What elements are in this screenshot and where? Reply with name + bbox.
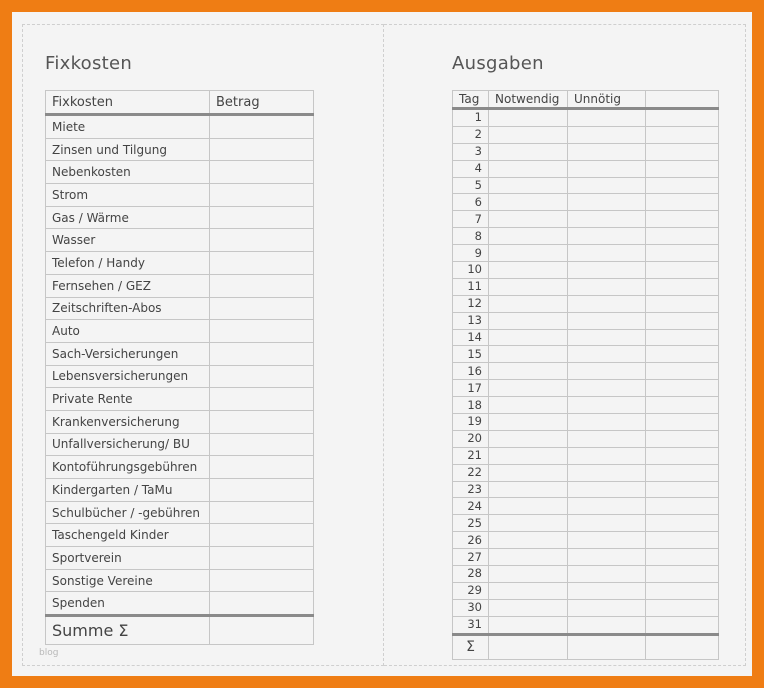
ausgaben-row (453, 549, 719, 566)
ausgaben-body (453, 109, 719, 660)
ausgaben-extra-cell[interactable] (646, 295, 719, 312)
ausgaben-row (453, 329, 719, 346)
ausgaben-unnecessary-cell[interactable] (568, 498, 646, 515)
ausgaben-extra-cell[interactable] (646, 515, 719, 532)
ausgaben-unnecessary-cell[interactable] (568, 346, 646, 363)
ausgaben-extra-cell[interactable] (646, 549, 719, 566)
ausgaben-row (453, 346, 719, 363)
fixkosten-table (45, 90, 314, 645)
ausgaben-necessary-cell[interactable] (489, 380, 568, 397)
ausgaben-unnecessary-cell[interactable] (568, 464, 646, 481)
ausgaben-unnecessary-cell[interactable] (568, 329, 646, 346)
ausgaben-necessary-cell[interactable] (489, 515, 568, 532)
ausgaben-unnecessary-cell[interactable] (568, 109, 646, 127)
ausgaben-necessary-cell[interactable] (489, 549, 568, 566)
ausgaben-unnecessary-cell[interactable] (568, 566, 646, 583)
fixkosten-row (46, 320, 314, 343)
ausgaben-necessary-cell[interactable] (489, 447, 568, 464)
fixkosten-amount-cell[interactable] (210, 184, 314, 207)
watermark: blog (39, 648, 59, 658)
fixkosten-amount-cell[interactable] (210, 115, 314, 139)
ausgaben-extra-cell[interactable] (646, 481, 719, 498)
fixkosten-amount-cell[interactable] (210, 456, 314, 479)
ausgaben-day-number: 19 (453, 414, 489, 431)
ausgaben-day-number: 7 (453, 211, 489, 228)
ausgaben-unnecessary-cell[interactable] (568, 278, 646, 295)
fixkosten-amount-cell[interactable] (210, 388, 314, 411)
ausgaben-row (453, 160, 719, 177)
fixkosten-amount-cell[interactable] (210, 320, 314, 343)
fixkosten-row (46, 433, 314, 456)
ausgaben-extra-cell[interactable] (646, 262, 719, 279)
fixkosten-amount-cell[interactable] (210, 297, 314, 320)
ausgaben-day-number: 30 (453, 599, 489, 616)
ausgaben-extra-cell[interactable] (646, 228, 719, 245)
ausgaben-day-number: 1 (453, 109, 489, 127)
fixkosten-item-label: Schulbücher / -gebühren (46, 501, 210, 524)
fixkosten-row (46, 592, 314, 616)
ausgaben-sum-extra[interactable] (646, 634, 719, 659)
fixkosten-amount-cell[interactable] (210, 524, 314, 547)
ausgaben-unnecessary-cell[interactable] (568, 160, 646, 177)
ausgaben-extra-cell[interactable] (646, 464, 719, 481)
ausgaben-panel (384, 24, 746, 666)
ausgaben-unnecessary-cell[interactable] (568, 582, 646, 599)
ausgaben-row (453, 363, 719, 380)
ausgaben-day-number: 15 (453, 346, 489, 363)
fixkosten-item-label: Nebenkosten (46, 161, 210, 184)
ausgaben-extra-cell[interactable] (646, 160, 719, 177)
ausgaben-title: Ausgaben (452, 53, 544, 74)
ausgaben-day-number: 18 (453, 397, 489, 414)
ausgaben-day-number: 22 (453, 464, 489, 481)
ausgaben-day-number: 31 (453, 616, 489, 634)
ausgaben-day-number: 2 (453, 126, 489, 143)
ausgaben-row (453, 278, 719, 295)
ausgaben-unnecessary-cell[interactable] (568, 194, 646, 211)
ausgaben-day-number: 25 (453, 515, 489, 532)
ausgaben-unnecessary-cell[interactable] (568, 447, 646, 464)
fixkosten-sum-label: Summe Σ (46, 616, 210, 645)
ausgaben-extra-cell[interactable] (646, 126, 719, 143)
ausgaben-sum-row (453, 634, 719, 659)
fixkosten-row (46, 274, 314, 297)
ausgaben-extra-cell[interactable] (646, 447, 719, 464)
ausgaben-day-number: 5 (453, 177, 489, 194)
fixkosten-row (46, 501, 314, 524)
fixkosten-row (46, 342, 314, 365)
ausgaben-unnecessary-cell[interactable] (568, 532, 646, 549)
ausgaben-extra-cell[interactable] (646, 245, 719, 262)
ausgaben-row (453, 295, 719, 312)
ausgaben-row (453, 566, 719, 583)
fixkosten-sum-row (46, 616, 314, 645)
fixkosten-item-label: Private Rente (46, 388, 210, 411)
ausgaben-day-number: 27 (453, 549, 489, 566)
ausgaben-necessary-cell[interactable] (489, 211, 568, 228)
ausgaben-extra-cell[interactable] (646, 312, 719, 329)
ausgaben-day-number: 24 (453, 498, 489, 515)
fixkosten-item-label: Lebensversicherungen (46, 365, 210, 388)
ausgaben-day-number: 10 (453, 262, 489, 279)
ausgaben-row (453, 515, 719, 532)
fixkosten-item-label: Kindergarten / TaMu (46, 479, 210, 502)
ausgaben-day-number: 21 (453, 447, 489, 464)
fixkosten-item-label: Strom (46, 184, 210, 207)
ausgaben-day-number: 28 (453, 566, 489, 583)
fixkosten-item-label: Krankenversicherung (46, 410, 210, 433)
ausgaben-extra-cell[interactable] (646, 177, 719, 194)
ausgaben-extra-cell[interactable] (646, 211, 719, 228)
ausgaben-row (453, 380, 719, 397)
fixkosten-row (46, 161, 314, 184)
fixkosten-item-label: Miete (46, 115, 210, 139)
ausgaben-extra-cell[interactable] (646, 380, 719, 397)
ausgaben-extra-cell[interactable] (646, 363, 719, 380)
fixkosten-item-label: Zinsen und Tilgung (46, 138, 210, 161)
ausgaben-day-number: 8 (453, 228, 489, 245)
fixkosten-header-row (46, 91, 314, 115)
ausgaben-unnecessary-cell[interactable] (568, 211, 646, 228)
ausgaben-day-number: 29 (453, 582, 489, 599)
ausgaben-sum-label: Σ (453, 634, 489, 659)
ausgaben-necessary-cell[interactable] (489, 599, 568, 616)
ausgaben-unnecessary-cell[interactable] (568, 295, 646, 312)
fixkosten-amount-cell[interactable] (210, 501, 314, 524)
fixkosten-item-label: Auto (46, 320, 210, 343)
ausgaben-necessary-cell[interactable] (489, 430, 568, 447)
ausgaben-row (453, 498, 719, 515)
fixkosten-sum-cell[interactable] (210, 616, 314, 645)
ausgaben-day-number: 12 (453, 295, 489, 312)
ausgaben-unnecessary-cell[interactable] (568, 126, 646, 143)
fixkosten-amount-cell[interactable] (210, 547, 314, 570)
fixkosten-item-label: Spenden (46, 592, 210, 616)
ausgaben-necessary-cell[interactable] (489, 194, 568, 211)
ausgaben-necessary-cell[interactable] (489, 295, 568, 312)
ausgaben-day-number: 11 (453, 278, 489, 295)
ausgaben-extra-cell[interactable] (646, 430, 719, 447)
ausgaben-unnecessary-cell[interactable] (568, 143, 646, 160)
fixkosten-amount-cell[interactable] (210, 433, 314, 456)
fixkosten-row (46, 252, 314, 275)
ausgaben-extra-cell[interactable] (646, 414, 719, 431)
ausgaben-table (452, 90, 719, 660)
ausgaben-extra-cell[interactable] (646, 599, 719, 616)
fixkosten-row (46, 138, 314, 161)
ausgaben-unnecessary-cell[interactable] (568, 262, 646, 279)
fixkosten-panel (22, 24, 384, 666)
ausgaben-necessary-cell[interactable] (489, 464, 568, 481)
ausgaben-row (453, 245, 719, 262)
fixkosten-header-amount: Betrag (210, 91, 314, 115)
fixkosten-row (46, 388, 314, 411)
ausgaben-row (453, 143, 719, 160)
fixkosten-item-label: Sonstige Vereine (46, 569, 210, 592)
ausgaben-day-number: 16 (453, 363, 489, 380)
ausgaben-extra-cell[interactable] (646, 498, 719, 515)
ausgaben-necessary-cell[interactable] (489, 498, 568, 515)
ausgaben-row (453, 312, 719, 329)
ausgaben-necessary-cell[interactable] (489, 262, 568, 279)
ausgaben-unnecessary-cell[interactable] (568, 481, 646, 498)
ausgaben-header-necessary: Notwendig (489, 91, 568, 109)
ausgaben-unnecessary-cell[interactable] (568, 228, 646, 245)
ausgaben-unnecessary-cell[interactable] (568, 430, 646, 447)
ausgaben-extra-cell[interactable] (646, 329, 719, 346)
ausgaben-extra-cell[interactable] (646, 566, 719, 583)
ausgaben-necessary-cell[interactable] (489, 245, 568, 262)
fixkosten-item-label: Wasser (46, 229, 210, 252)
fixkosten-header-label: Fixkosten (46, 91, 210, 115)
fixkosten-row (46, 365, 314, 388)
ausgaben-unnecessary-cell[interactable] (568, 177, 646, 194)
fixkosten-item-label: Sportverein (46, 547, 210, 570)
fixkosten-row (46, 206, 314, 229)
ausgaben-sum-unnecessary[interactable] (568, 634, 646, 659)
ausgaben-extra-cell[interactable] (646, 616, 719, 634)
ausgaben-row (453, 414, 719, 431)
ausgaben-necessary-cell[interactable] (489, 582, 568, 599)
fixkosten-row (46, 115, 314, 139)
ausgaben-extra-cell[interactable] (646, 346, 719, 363)
ausgaben-day-number: 9 (453, 245, 489, 262)
ausgaben-extra-cell[interactable] (646, 582, 719, 599)
fixkosten-title: Fixkosten (45, 53, 133, 74)
ausgaben-extra-cell[interactable] (646, 278, 719, 295)
fixkosten-item-label: Fernsehen / GEZ (46, 274, 210, 297)
ausgaben-row (453, 616, 719, 634)
ausgaben-extra-cell[interactable] (646, 143, 719, 160)
ausgaben-row (453, 262, 719, 279)
ausgaben-extra-cell[interactable] (646, 532, 719, 549)
ausgaben-extra-cell[interactable] (646, 109, 719, 127)
fixkosten-amount-cell[interactable] (210, 410, 314, 433)
ausgaben-necessary-cell[interactable] (489, 397, 568, 414)
ausgaben-row (453, 447, 719, 464)
ausgaben-necessary-cell[interactable] (489, 109, 568, 127)
ausgaben-unnecessary-cell[interactable] (568, 363, 646, 380)
fixkosten-amount-cell[interactable] (210, 206, 314, 229)
ausgaben-necessary-cell[interactable] (489, 363, 568, 380)
ausgaben-extra-cell[interactable] (646, 397, 719, 414)
fixkosten-amount-cell[interactable] (210, 138, 314, 161)
ausgaben-day-number: 6 (453, 194, 489, 211)
fixkosten-item-label: Kontoführungsgebühren (46, 456, 210, 479)
fixkosten-row (46, 569, 314, 592)
ausgaben-necessary-cell[interactable] (489, 329, 568, 346)
fixkosten-amount-cell[interactable] (210, 229, 314, 252)
ausgaben-row (453, 126, 719, 143)
fixkosten-row (46, 547, 314, 570)
fixkosten-item-label: Gas / Wärme (46, 206, 210, 229)
fixkosten-amount-cell[interactable] (210, 479, 314, 502)
ausgaben-necessary-cell[interactable] (489, 616, 568, 634)
fixkosten-amount-cell[interactable] (210, 161, 314, 184)
ausgaben-day-number: 23 (453, 481, 489, 498)
ausgaben-row (453, 599, 719, 616)
ausgaben-row (453, 464, 719, 481)
fixkosten-item-label: Unfallversicherung/ BU (46, 433, 210, 456)
fixkosten-amount-cell[interactable] (210, 569, 314, 592)
fixkosten-amount-cell[interactable] (210, 252, 314, 275)
ausgaben-day-number: 3 (453, 143, 489, 160)
ausgaben-day-number: 17 (453, 380, 489, 397)
fixkosten-row (46, 229, 314, 252)
ausgaben-day-number: 13 (453, 312, 489, 329)
ausgaben-unnecessary-cell[interactable] (568, 245, 646, 262)
fixkosten-row (46, 524, 314, 547)
fixkosten-amount-cell[interactable] (210, 342, 314, 365)
ausgaben-day-number: 26 (453, 532, 489, 549)
ausgaben-row (453, 532, 719, 549)
ausgaben-header-extra (646, 91, 719, 109)
ausgaben-row (453, 177, 719, 194)
ausgaben-sum-necessary[interactable] (489, 634, 568, 659)
ausgaben-unnecessary-cell[interactable] (568, 599, 646, 616)
ausgaben-necessary-cell[interactable] (489, 481, 568, 498)
ausgaben-necessary-cell[interactable] (489, 177, 568, 194)
ausgaben-unnecessary-cell[interactable] (568, 616, 646, 634)
ausgaben-row (453, 430, 719, 447)
ausgaben-necessary-cell[interactable] (489, 278, 568, 295)
ausgaben-extra-cell[interactable] (646, 194, 719, 211)
ausgaben-unnecessary-cell[interactable] (568, 549, 646, 566)
ausgaben-necessary-cell[interactable] (489, 228, 568, 245)
ausgaben-row (453, 109, 719, 127)
fixkosten-row (46, 479, 314, 502)
ausgaben-row (453, 228, 719, 245)
ausgaben-row (453, 211, 719, 228)
ausgaben-necessary-cell[interactable] (489, 414, 568, 431)
fixkosten-amount-cell[interactable] (210, 365, 314, 388)
ausgaben-row (453, 397, 719, 414)
ausgaben-unnecessary-cell[interactable] (568, 397, 646, 414)
ausgaben-necessary-cell[interactable] (489, 312, 568, 329)
fixkosten-body (46, 115, 314, 645)
fixkosten-row (46, 410, 314, 433)
ausgaben-unnecessary-cell[interactable] (568, 380, 646, 397)
ausgaben-necessary-cell[interactable] (489, 143, 568, 160)
ausgaben-necessary-cell[interactable] (489, 346, 568, 363)
fixkosten-item-label: Telefon / Handy (46, 252, 210, 275)
ausgaben-unnecessary-cell[interactable] (568, 312, 646, 329)
ausgaben-day-number: 20 (453, 430, 489, 447)
fixkosten-row (46, 184, 314, 207)
fixkosten-item-label: Sach-Versicherungen (46, 342, 210, 365)
fixkosten-row (46, 456, 314, 479)
fixkosten-item-label: Zeitschriften-Abos (46, 297, 210, 320)
ausgaben-header-row (453, 91, 719, 109)
ausgaben-header-unnecessary: Unnötig (568, 91, 646, 109)
ausgaben-day-number: 14 (453, 329, 489, 346)
fixkosten-item-label: Taschengeld Kinder (46, 524, 210, 547)
ausgaben-necessary-cell[interactable] (489, 160, 568, 177)
ausgaben-necessary-cell[interactable] (489, 566, 568, 583)
fixkosten-row (46, 297, 314, 320)
ausgaben-row (453, 194, 719, 211)
fixkosten-amount-cell[interactable] (210, 592, 314, 616)
ausgaben-unnecessary-cell[interactable] (568, 515, 646, 532)
fixkosten-amount-cell[interactable] (210, 274, 314, 297)
ausgaben-necessary-cell[interactable] (489, 126, 568, 143)
budget-sheet (12, 12, 752, 676)
ausgaben-necessary-cell[interactable] (489, 532, 568, 549)
ausgaben-header-day: Tag (453, 91, 489, 109)
ausgaben-row (453, 481, 719, 498)
ausgaben-unnecessary-cell[interactable] (568, 414, 646, 431)
ausgaben-row (453, 582, 719, 599)
ausgaben-day-number: 4 (453, 160, 489, 177)
